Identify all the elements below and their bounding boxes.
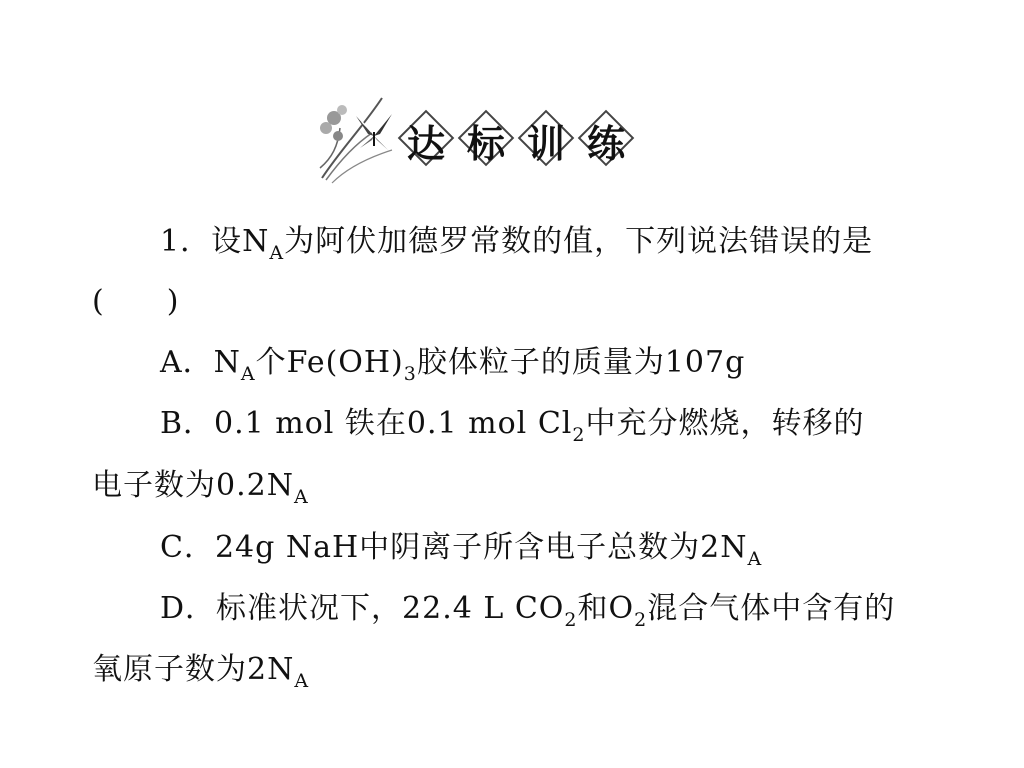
option-c: C．24g NaH中阴离子所含电子总数为$2N_A$ (160, 530, 763, 570)
option-a: A．$N_A$个$Fe(OH)_3$胶体粒子的质量为107g (160, 345, 746, 385)
option-d: D．标准状况下，22.4 L $CO_2$和$O_2$混合气体中含有的 (160, 591, 896, 631)
section-banner (312, 88, 652, 188)
banner-title (398, 116, 648, 164)
banner-title-char: 达 (398, 116, 454, 164)
banner-title-char: 标 (458, 116, 514, 164)
option-b-continued: 电子数为$0.2N_A$ (92, 468, 309, 508)
option-d-continued: 氧原子数为$2N_A$ (92, 652, 310, 692)
answer-parentheses: ( ) (92, 284, 180, 319)
banner-title-char: 训 (518, 116, 574, 164)
question-stem: 1．设$N_A$为阿伏加德罗常数的值，下列说法错误的是 (160, 224, 874, 264)
option-b: B．0.1 mol 铁在0.1 mol $Cl_2$中充分燃烧，转移的 (160, 406, 865, 446)
banner-title-char: 练 (578, 116, 634, 164)
